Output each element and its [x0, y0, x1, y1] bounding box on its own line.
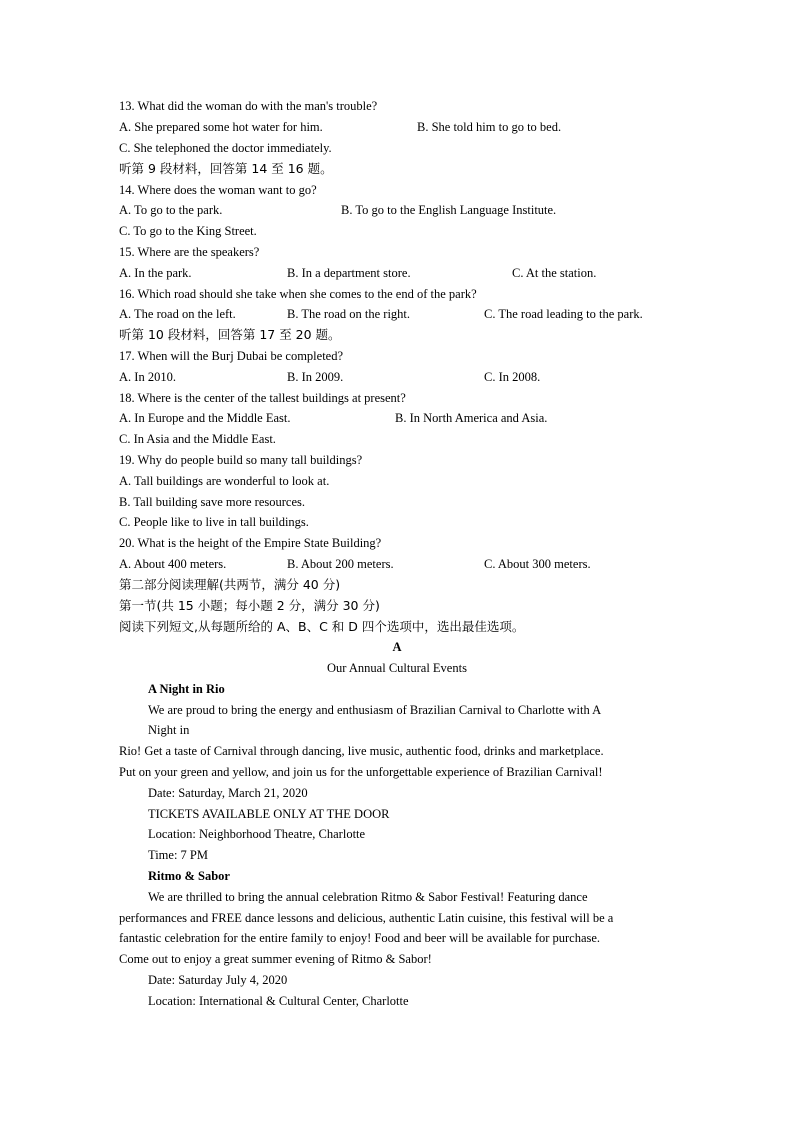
q13-option-b: B. She told him to go to bed.: [417, 120, 562, 134]
event-1-location: Location: Neighborhood Theatre, Charlotte: [148, 827, 366, 841]
segment-9-instruction: 听第 9 段材料，回答第 14 至 16 题。: [119, 161, 333, 176]
question-19: 19. Why do people build so many tall buildings?: [119, 453, 363, 467]
event-2-name: Ritmo & Sabor: [148, 869, 230, 883]
q19-option-a: A. Tall buildings are wonderful to look at.: [119, 474, 330, 488]
passage-title: Our Annual Cultural Events: [327, 661, 467, 675]
passage-letter: A: [392, 640, 402, 654]
q15-option-a: A. In the park.: [119, 266, 192, 280]
q13-option-c: C. She telephoned the doctor immediately.: [119, 141, 332, 155]
q19-option-b: B. Tall building save more resources.: [119, 495, 306, 509]
q16-option-c: C. The road leading to the park.: [484, 307, 643, 321]
event-2-date: Date: Saturday July 4, 2020: [148, 973, 288, 987]
event-2-desc-line-1: We are thrilled to bring the annual celebration Ritmo & Sabor Festival! Featuring dance: [148, 890, 588, 904]
event-2-desc-line-4: Come out to enjoy a great summer evening of Ritmo & Sabor!: [119, 952, 432, 966]
q20-option-c: C. About 300 meters.: [484, 557, 591, 571]
event-1-desc-line-1: We are proud to bring the energy and enthusiasm of Brazilian Carnival to Charlotte with A: [148, 703, 602, 717]
q14-option-b: B. To go to the English Language Institute.: [341, 203, 557, 217]
question-16: 16. Which road should she take when she comes to the end of the park?: [119, 287, 477, 301]
q13-option-a: A. She prepared some hot water for him.: [119, 120, 323, 134]
q15-option-b: B. In a department store.: [287, 266, 411, 280]
q14-option-c: C. To go to the King Street.: [119, 224, 257, 238]
q17-option-b: B. In 2009.: [287, 370, 344, 384]
q18-option-b: B. In North America and Asia.: [395, 411, 548, 425]
question-13: 13. What did the woman do with the man's trouble?: [119, 99, 378, 113]
event-2-desc-line-3: fantastic celebration for the entire family to enjoy! Food and beer will be available for purchase.: [119, 931, 601, 945]
event-1-desc-line-4: Put on your green and yellow, and join us for the unforgettable experience of Brazilian Carnival!: [119, 765, 603, 779]
q20-option-a: A. About 400 meters.: [119, 557, 227, 571]
q20-option-b: B. About 200 meters.: [287, 557, 394, 571]
q19-option-c: C. People like to live in tall buildings.: [119, 515, 309, 529]
q15-option-c: C. At the station.: [512, 266, 597, 280]
q16-option-a: A. The road on the left.: [119, 307, 236, 321]
q14-option-a: A. To go to the park.: [119, 203, 223, 217]
q18-option-c: C. In Asia and the Middle East.: [119, 432, 276, 446]
section-one-title: 第一节(共 15 小题；每小题 2 分，满分 30 分): [119, 598, 380, 613]
q18-option-a: A. In Europe and the Middle East.: [119, 411, 291, 425]
event-1-tickets: TICKETS AVAILABLE ONLY AT THE DOOR: [148, 807, 390, 821]
question-17: 17. When will the Burj Dubai be completed?: [119, 349, 344, 363]
question-18: 18. Where is the center of the tallest buildings at present?: [119, 391, 406, 405]
question-15: 15. Where are the speakers?: [119, 245, 260, 259]
event-1-name: A Night in Rio: [148, 682, 225, 696]
question-14: 14. Where does the woman want to go?: [119, 183, 317, 197]
q17-option-a: A. In 2010.: [119, 370, 176, 384]
question-20: 20. What is the height of the Empire State Building?: [119, 536, 382, 550]
event-1-desc-line-3: Rio! Get a taste of Carnival through dancing, live music, authentic food, drinks and marketplace.: [119, 744, 604, 758]
event-1-desc-line-2: Night in: [148, 723, 190, 737]
part-two-title: 第二部分阅读理解(共两节，满分 40 分): [119, 577, 341, 592]
event-2-location: Location: International & Cultural Center, Charlotte: [148, 994, 409, 1008]
event-1-date: Date: Saturday, March 21, 2020: [148, 786, 308, 800]
event-1-time: Time: 7 PM: [148, 848, 208, 862]
reading-instruction: 阅读下列短文,从每题所给的 A、B、C 和 D 四个选项中，选出最佳选项。: [119, 619, 525, 634]
event-2-desc-line-2: performances and FREE dance lessons and delicious, authentic Latin cuisine, this festival will be a: [119, 911, 614, 925]
q17-option-c: C. In 2008.: [484, 370, 541, 384]
q16-option-b: B. The road on the right.: [287, 307, 411, 321]
segment-10-instruction: 听第 10 段材料，回答第 17 至 20 题。: [119, 327, 341, 342]
